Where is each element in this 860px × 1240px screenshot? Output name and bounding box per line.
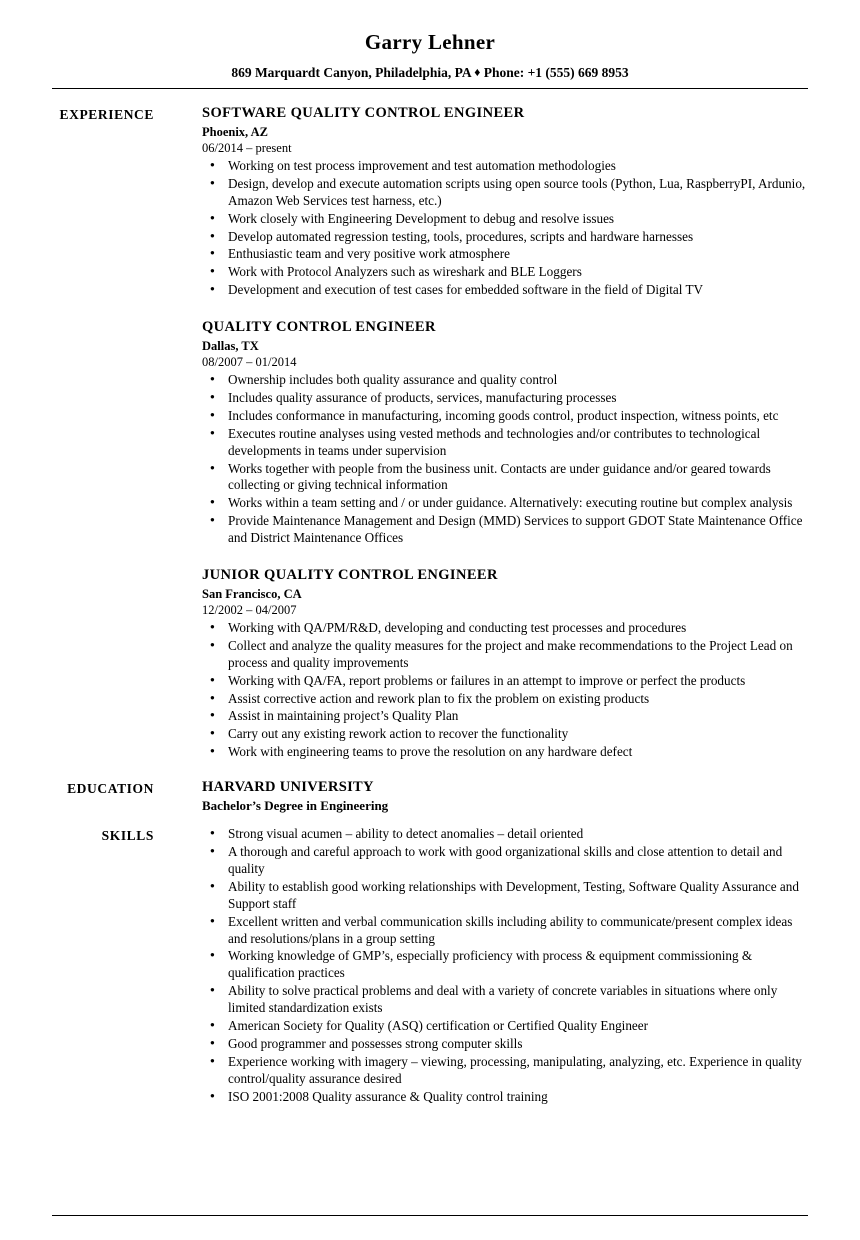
section-label-education: EDUCATION xyxy=(67,781,154,797)
list-item: ● Working with QA/PM/R&D, developing and conducting test processes and procedures xyxy=(202,620,808,637)
job-title: QUALITY CONTROL ENGINEER xyxy=(202,319,436,336)
list-item: ● Develop automated regression testing, tools, procedures, scripts and hardware harnesses xyxy=(202,229,808,246)
experience-body xyxy=(172,105,808,775)
list-item: ● Working with QA/FA, report problems or failures in an attempt to improve or perfect the products xyxy=(202,673,808,690)
list-item: ● Collect and analyze the quality measures for the project and make recommendations to the Project Lead on process and quality improvements xyxy=(202,638,808,672)
contact-line xyxy=(52,65,808,81)
footer-divider xyxy=(52,1215,808,1216)
list-item: ● Working on test process improvement and test automation methodologies xyxy=(202,158,808,175)
section-label-skills: SKILLS xyxy=(101,828,154,844)
list-item: ● Assist in maintaining project’s Quality Plan xyxy=(202,708,808,725)
experience-entry xyxy=(202,319,808,547)
list-item: ● Enthusiastic team and very positive work atmosphere xyxy=(202,246,808,263)
experience-entry xyxy=(202,567,808,761)
list-item: ● Provide Maintenance Management and Design (MMD) Services to support GDOT State Maintenance Office and District Maintenance Offices xyxy=(202,513,808,547)
list-item: ● Design, develop and execute automation scripts using open source tools (Python, Lua, RaspberryPI, Ardunio, Amazon Web Services test harness, etc.) xyxy=(202,176,808,210)
list-item: ● Development and execution of test cases for embedded software in the field of Digital TV xyxy=(202,282,808,299)
list-item: ● Carry out any existing rework action to recover the functionality xyxy=(202,726,808,743)
list-item: ● American Society for Quality (ASQ) certification or Certified Quality Engineer xyxy=(202,1018,808,1035)
list-item: ● Work closely with Engineering Development to debug and resolve issues xyxy=(202,211,808,228)
list-item: ● Includes quality assurance of products, services, manufacturing processes xyxy=(202,390,808,407)
list-item: ● Strong visual acumen – ability to detect anomalies – detail oriented xyxy=(202,826,808,843)
contact-address: 869 Marquardt Canyon, Philadelphia, PA xyxy=(231,65,471,80)
list-item: ● ISO 2001:2008 Quality assurance & Quality control training xyxy=(202,1089,808,1106)
list-item: ● Ownership includes both quality assurance and quality control xyxy=(202,372,808,389)
list-item: ● Assist corrective action and rework plan to fix the problem on existing products xyxy=(202,691,808,708)
education-section xyxy=(52,779,808,814)
list-item: ● Work with engineering teams to prove the resolution on any hardware defect xyxy=(202,744,808,761)
contact-phone: Phone: +1 (555) 669 8953 xyxy=(483,65,629,80)
skills-body xyxy=(172,826,808,1106)
diamond-icon: ♦ xyxy=(474,65,481,79)
list-item: ● Works within a team setting and / or under guidance. Alternatively: executing routine but complex analysis xyxy=(202,495,808,512)
list-item: ● Work with Protocol Analyzers such as wireshark and BLE Loggers xyxy=(202,264,808,281)
list-item: ● A thorough and careful approach to work with good organizational skills and close attention to detail and quality xyxy=(202,844,808,878)
job-location: Phoenix, AZ xyxy=(202,125,268,139)
education-degree: Bachelor’s Degree in Engineering xyxy=(202,798,389,814)
header-divider xyxy=(52,88,808,89)
job-dates: 08/2007 – 01/2014 xyxy=(202,355,297,370)
experience-section xyxy=(52,105,808,775)
list-item: ● Ability to establish good working relationships with Development, Testing, Software Quality Assurance and Support staff xyxy=(202,879,808,913)
experience-entry xyxy=(202,105,808,299)
education-school: HARVARD UNIVERSITY xyxy=(202,779,374,796)
list-item: ● Working knowledge of GMP’s, especially proficiency with process & equipment commissioning & qualification practices xyxy=(202,948,808,982)
job-location: Dallas, TX xyxy=(202,339,259,354)
list-item: ● Experience working with imagery – viewing, processing, manipulating, analyzing, etc. Experience in quality control/quality assurance desired xyxy=(202,1054,808,1088)
page-title: Garry Lehner xyxy=(364,30,496,54)
list-item: ● Includes conformance in manufacturing, incoming goods control, product inspection, witness points, etc xyxy=(202,408,808,425)
skills-bullets xyxy=(202,826,808,1105)
job-location: San Francisco, CA xyxy=(202,587,302,602)
list-item: ● Executes routine analyses using vested methods and technologies and/or contributes to technological developments in teams under supervision xyxy=(202,426,808,460)
list-item: ● Excellent written and verbal communication skills including ability to communicate/present complex ideas and resolutions/plans in a group setting xyxy=(202,914,808,948)
skills-section xyxy=(52,826,808,1106)
job-title: SOFTWARE QUALITY CONTROL ENGINEER xyxy=(202,105,525,121)
job-bullets xyxy=(202,620,808,761)
job-dates: 12/2002 – 04/2007 xyxy=(202,603,297,618)
list-item: ● Works together with people from the business unit. Contacts are under guidance and/or geared towards collecting or giving technical information xyxy=(202,461,808,495)
list-item: ● Ability to solve practical problems and deal with a variety of concrete variables in situations where only limited standardization exists xyxy=(202,983,808,1017)
job-dates: 06/2014 – present xyxy=(202,141,292,155)
list-item: ● Good programmer and possesses strong computer skills xyxy=(202,1036,808,1053)
job-bullets xyxy=(202,158,808,299)
section-label-experience: EXPERIENCE xyxy=(59,107,154,122)
education-body xyxy=(172,779,808,814)
job-title: JUNIOR QUALITY CONTROL ENGINEER xyxy=(202,567,498,584)
job-bullets xyxy=(202,372,808,547)
